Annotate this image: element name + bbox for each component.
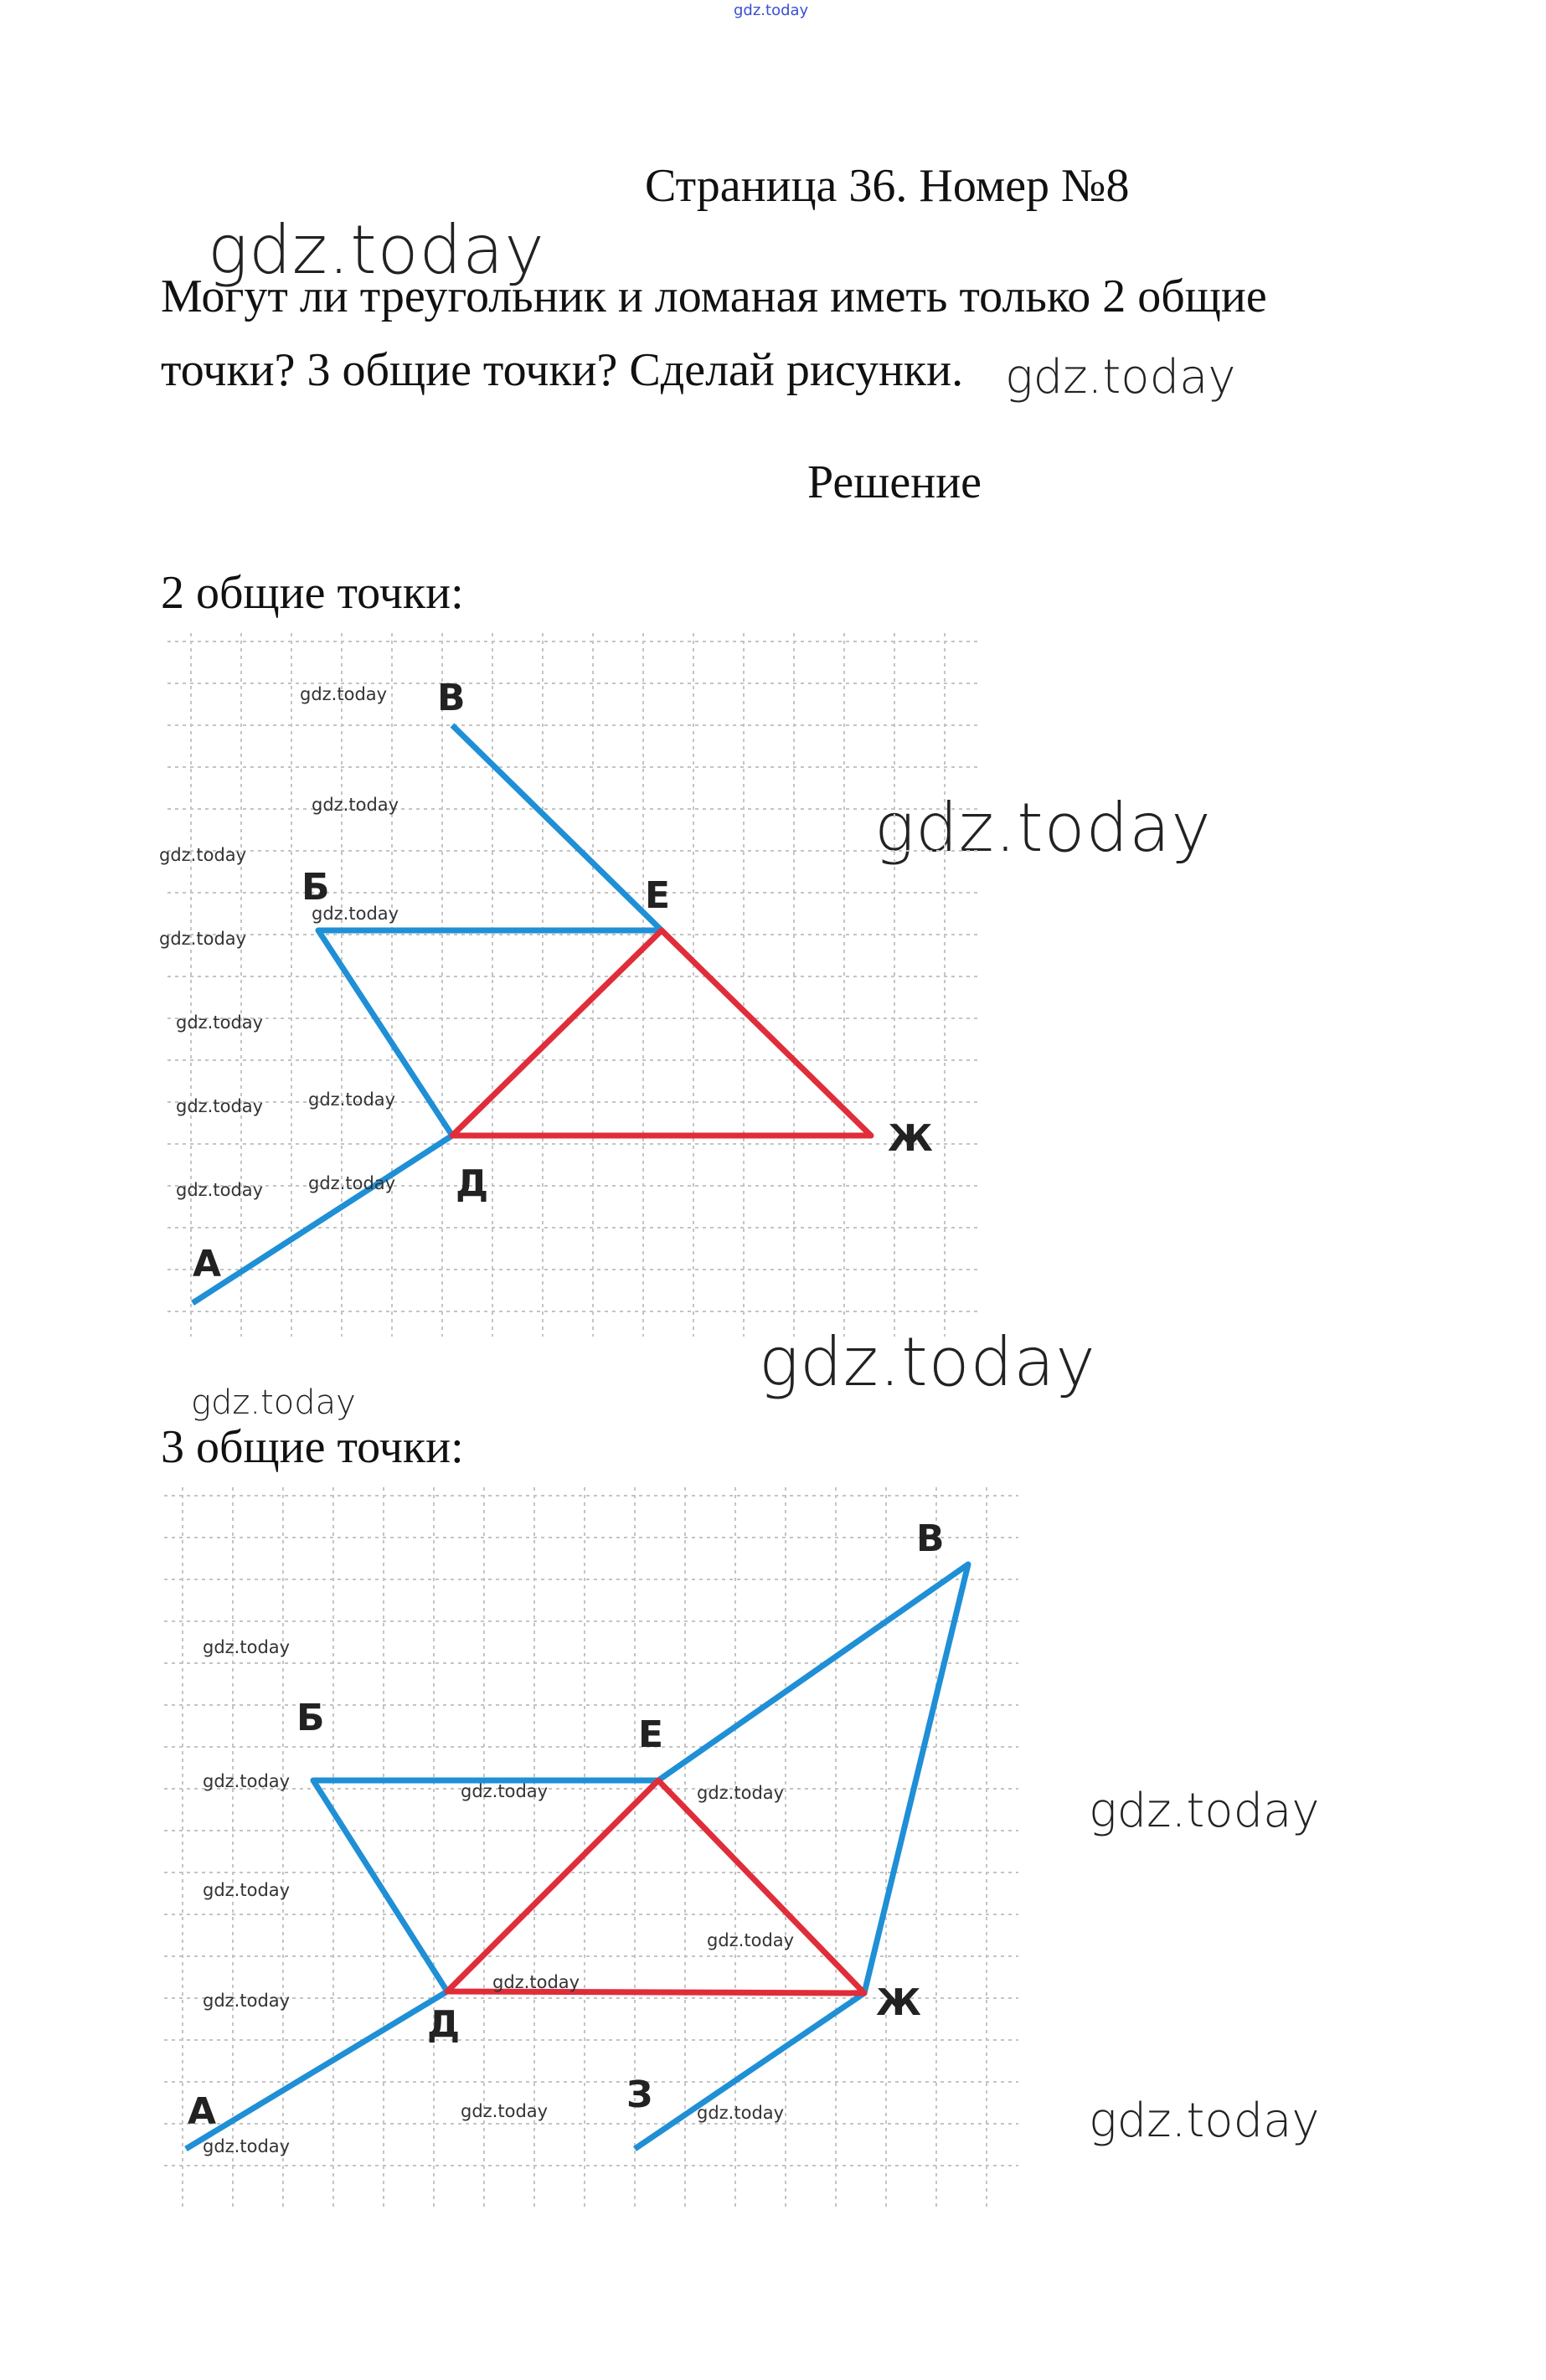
solution-heading: Решение — [807, 456, 982, 508]
watermark: gdz.today — [1005, 350, 1236, 404]
case2-label: 3 общие точки: — [161, 1421, 464, 1473]
watermark: gdz.today — [874, 789, 1212, 867]
watermark: gdz.today — [308, 1090, 396, 1110]
figure-three-common-points — [164, 1487, 1027, 2207]
figure-two-common-points — [159, 633, 997, 1337]
watermark: gdz.today — [203, 1771, 291, 1791]
watermark: gdz.today — [300, 684, 388, 704]
watermark: gdz.today — [461, 1781, 549, 1801]
watermark: gdz.today — [312, 904, 399, 924]
point-label-a: А — [193, 1243, 222, 1285]
point-label-e: Е — [638, 1713, 664, 1756]
grid — [167, 633, 980, 1337]
watermark: gdz.today — [707, 1930, 795, 1950]
watermark: gdz.today — [208, 211, 545, 289]
watermark: gdz.today — [176, 1180, 264, 1200]
point-label-e: Е — [645, 874, 671, 917]
point-label-zh: Ж — [888, 1117, 933, 1160]
question-line-1: Могут ли треугольник и ломаная иметь только 2 общие — [161, 270, 1267, 322]
watermark: gdz.today — [759, 1323, 1096, 1401]
watermark: gdz.today — [203, 1637, 291, 1657]
triangle-dezh — [452, 930, 871, 1136]
question-line-2: точки? 3 общие точки? Сделай рисунки. — [161, 344, 964, 396]
watermark: gdz.today — [697, 2103, 785, 2123]
watermark: gdz.today — [308, 1173, 396, 1193]
point-label-b: Б — [296, 1697, 325, 1739]
point-label-v: В — [437, 677, 466, 719]
watermark: gdz.today — [176, 1096, 264, 1116]
watermark: gdz.today — [461, 2101, 549, 2121]
top-watermark: gdz.today — [734, 2, 809, 19]
polyline-abdevzhz — [186, 1564, 968, 2149]
case1-label: 2 общие точки: — [161, 567, 464, 619]
watermark: gdz.today — [312, 795, 399, 815]
watermark: gdz.today — [1089, 2094, 1320, 2148]
watermark: gdz.today — [1089, 1784, 1320, 1838]
watermark: gdz.today — [203, 1991, 291, 2011]
point-label-d: Д — [456, 1162, 489, 1205]
point-label-v: В — [916, 1517, 945, 1560]
watermark: gdz.today — [697, 1783, 785, 1803]
triangle-dezh — [447, 1780, 864, 1993]
watermark: gdz.today — [203, 1880, 291, 1900]
watermark: gdz.today — [492, 1972, 580, 1992]
point-label-z: З — [626, 2073, 653, 2116]
page-title: Страница 36. Номер №8 — [645, 160, 1130, 212]
watermark: gdz.today — [203, 2136, 291, 2156]
watermark: gdz.today — [191, 1383, 356, 1422]
point-label-a: А — [188, 2090, 217, 2133]
point-label-d: Д — [427, 2003, 461, 2046]
watermark: gdz.today — [159, 929, 247, 949]
point-label-b: Б — [301, 866, 330, 909]
point-label-zh: Ж — [876, 1981, 921, 2024]
watermark: gdz.today — [176, 1012, 264, 1033]
watermark: gdz.today — [159, 845, 247, 865]
